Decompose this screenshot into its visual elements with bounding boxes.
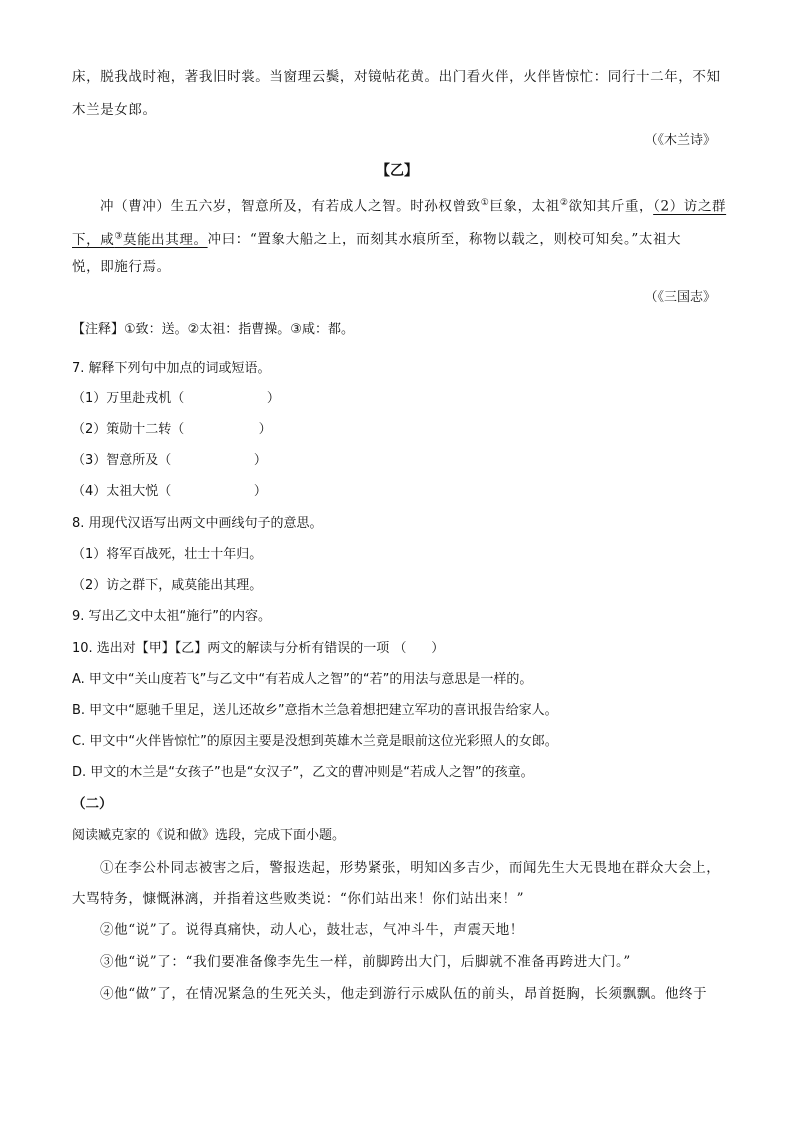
question-10-option-d: D. 甲文的木兰是“女孩子”也是“女汉子”，乙文的曹冲则是“若成人之智”的孩童。 bbox=[72, 765, 534, 780]
question-7-stem: 7. 解释下列句中加点的词或短语。 bbox=[72, 361, 271, 376]
question-7-item-4: （4）太祖大悦（ ） bbox=[72, 484, 267, 499]
reading-paragraph-3: ③他“说”了：“我们要准备像李先生一样，前脚跨出大门，后脚就不准备再跨进大门。” bbox=[100, 954, 631, 970]
reading-paragraph-1: ①在李公朴同志被害之后，警报迭起，形势紧张，明知凶多吉少，而闻先生大无畏地在群众大会上， bbox=[100, 860, 721, 876]
passage-yi-source: （《三国志》 bbox=[644, 290, 716, 305]
question-9-stem: 9. 写出乙文中太祖“施行”的内容。 bbox=[72, 609, 272, 624]
underlined-sentence: （2）访之群 bbox=[653, 198, 727, 215]
section-2-heading: （二） bbox=[72, 796, 113, 812]
question-10-option-a: A. 甲文中“关山度若飞”与乙文中“有若成人之智”的“若”的用法与意思是一样的。 bbox=[72, 672, 533, 687]
reading-paragraph-4: ④他“做”了，在情况紧急的生死关头，他走到游行示威队伍的前头，昂首挺胸，长须飘飘。他终于 bbox=[100, 986, 708, 1002]
question-10-option-b: B. 甲文中“愿驰千里足，送儿还故乡”意指木兰急着想把建立军功的喜讯报告给家人。 bbox=[72, 703, 558, 718]
passage-yi-text: 巨象，太祖 bbox=[489, 198, 560, 215]
footnote-mark-1: ① bbox=[480, 198, 490, 208]
question-10-stem: 10. 选出对【甲】【乙】两文的解读与分析有错误的一项 （ ） bbox=[72, 641, 445, 656]
reading-paragraph-1-cont: 大骂特务，慷慨淋漓，并指着这些败类说：“你们站出来！你们站出来！” bbox=[72, 891, 525, 907]
question-10-option-c: C. 甲文中“火伴皆惊忙”的原因主要是没想到英雄木兰竟是眼前这位光彩照人的女郎。 bbox=[72, 734, 558, 749]
passage-yi-text: 欲知其斤重， bbox=[568, 198, 654, 215]
question-8-stem: 8. 用现代汉语写出两文中画线句子的意思。 bbox=[72, 516, 323, 531]
underlined-text: 莫能出其理。 bbox=[122, 231, 208, 248]
question-7-item-2: （2）策勋十二转（ ） bbox=[72, 422, 272, 437]
footnote-mark-2: ② bbox=[559, 198, 569, 208]
question-7-item-1: （1）万里赴戎机（ ） bbox=[72, 391, 280, 406]
question-7-item-3: （3）智意所及（ ） bbox=[72, 453, 267, 468]
passage-yi-line-3: 悦，即施行焉。 bbox=[72, 259, 171, 275]
reading-paragraph-2: ②他“说”了。说得真痛快，动人心，鼓壮志，气冲斗牛，声震天地！ bbox=[100, 922, 524, 938]
passage-yi-text: 冲曰：“置象大船之上，而刻其水痕所至，称物以载之，则校可知矣。”太祖大 bbox=[207, 231, 682, 248]
footnote-mark-3: ③ bbox=[114, 231, 123, 241]
passage-yi-text: 冲（曹冲）生五六岁，智意所及，有若成人之智。时孙权曾致 bbox=[100, 198, 481, 215]
poem-line-2: 木兰是女郎。 bbox=[72, 102, 157, 118]
poem-source: （《木兰诗》 bbox=[644, 133, 716, 148]
question-8-item-2: （2）访之群下，咸莫能出其理。 bbox=[72, 578, 263, 593]
passage-yi-line-1 bbox=[100, 193, 732, 217]
section-2-instruction: 阅读臧克家的《说和做》选段，完成下面小题。 bbox=[72, 828, 346, 843]
poem-line-1: 床，脱我战时袍，著我旧时裳。当窗理云鬓，对镜帖花黄。出门看火伴，火伴皆惊忙：同行十二年，不知 bbox=[72, 69, 721, 85]
passage-yi-line-2 bbox=[72, 226, 732, 250]
passage-yi-heading: 【乙】 bbox=[376, 163, 418, 179]
annotation-notes: 【注释】①致：送。②太祖：指曹操。③咸：都。 bbox=[72, 322, 354, 337]
question-8-item-1: （1）将军百战死，壮士十年归。 bbox=[72, 547, 263, 562]
underlined-text: 下，咸 bbox=[72, 231, 115, 248]
underlined-sentence bbox=[72, 232, 208, 248]
